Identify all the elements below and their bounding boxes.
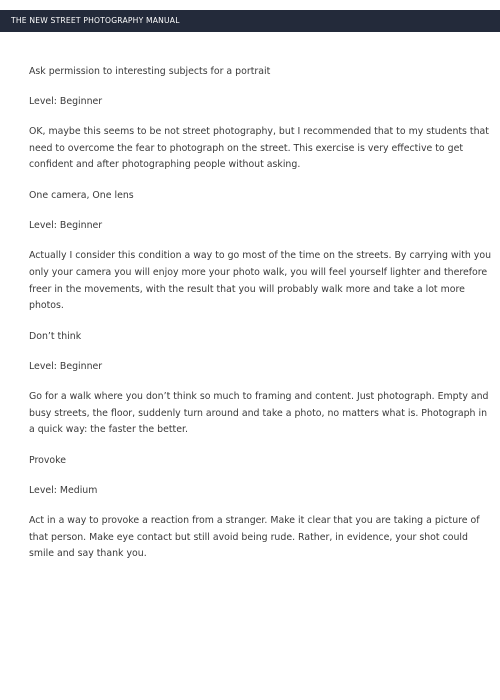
- section-body: OK, maybe this seems to be not street photography, but I recommended that to my students that need to overcome the fear to photograph on the street. This exercise is very effective to get confident and after photographing people without asking.: [29, 126, 489, 171]
- section-title: Don’t think: [29, 330, 82, 342]
- section-body: Actually I consider this condition a way to go most of the time on the streets. By carrying with you only your camera you will enjoy more your photo walk, you will feel yourself lighter and therefore freer in the movements, with the result that you will probably walk more and take a lot more photos.: [29, 250, 492, 312]
- section-level: Level: Beginner: [29, 96, 103, 107]
- section-provoke: [29, 453, 493, 563]
- section-dont-think: [29, 329, 493, 439]
- page-content: [29, 64, 493, 577]
- section-one-camera: [29, 188, 493, 315]
- header-bar: [0, 10, 500, 32]
- section-body: Go for a walk where you don’t think so much to framing and content. Just photograph. Empty and busy streets, the floor, suddenly turn around and take a photo, no matters what is. Photograph in a quick way: the faster the better.: [29, 390, 489, 436]
- section-ask-permission: [29, 64, 493, 174]
- section-title: Ask permission to interesting subjects for a portrait: [29, 66, 271, 77]
- section-body: Act in a way to provoke a reaction from a stranger. Make it clear that you are taking a picture of that person. Make eye contact but still avoid being rude. Rather, in evidence, your shot could smile and say thank you.: [29, 515, 480, 560]
- manual-title: THE NEW STREET PHOTOGRAPHY MANUAL: [11, 16, 180, 25]
- section-level: Level: Beginner: [29, 360, 103, 372]
- section-title: Provoke: [29, 455, 67, 467]
- section-title: One camera, One lens: [29, 190, 134, 202]
- section-level: Level: Medium: [29, 485, 98, 497]
- section-level: Level: Beginner: [29, 220, 103, 232]
